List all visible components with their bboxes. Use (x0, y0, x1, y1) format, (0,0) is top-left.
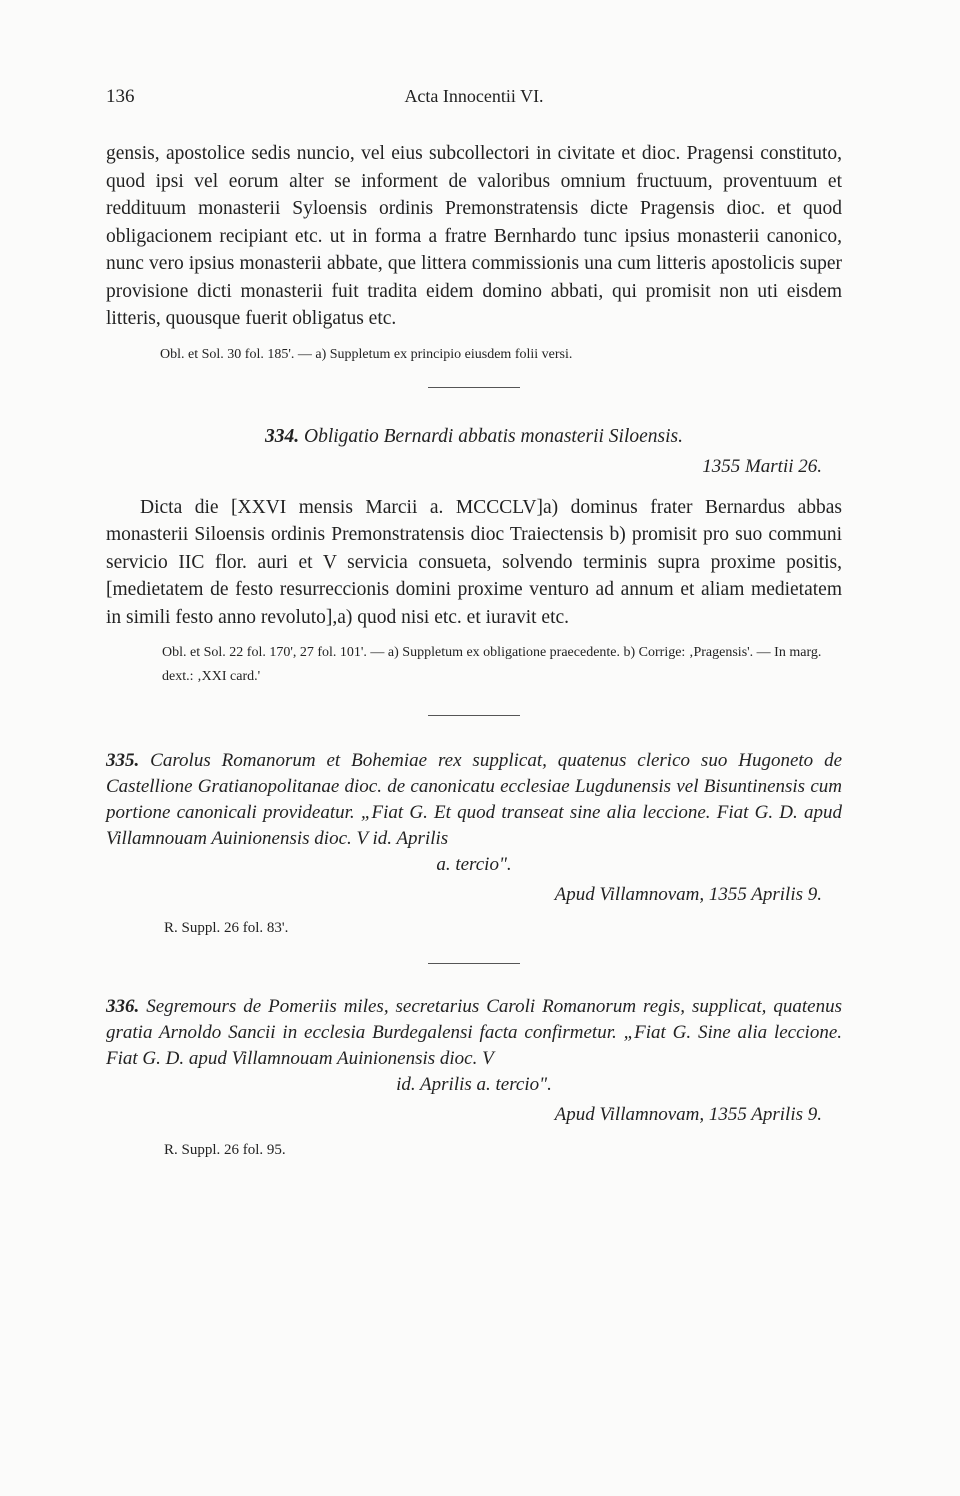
running-title: Acta Innocentii VI. (404, 86, 544, 106)
entry-number: 336. (106, 996, 140, 1017)
page-number: 136 (106, 86, 135, 107)
entry-date: Apud Villamnovam, 1355 Aprilis 9. (554, 1104, 822, 1125)
continuation-note: Obl. et Sol. 30 fol. 185'. — a) Suppletum ex principio eiusdem folii versi. (160, 346, 573, 362)
entry-334 (106, 426, 842, 690)
entry-title: Obligatio Bernardi abbatis monasterii Siloensis. (304, 425, 683, 447)
entry-heading (106, 426, 842, 448)
continuation-text: gensis, apostolice sedis nuncio, vel eius subcollectori in civitate et dioc. Pragensi constituto, quod ipsi vel eorum alter se informent de valoribus omnium fructuum, proventuum et reddituum monasterii Syloensis ordinis Premonstratensis dicte Pragensis dioc. et quod obligacionem recipiant etc. ut in forma a fratre Bernhardo tunc ipsius monasterii canonico, nunc vero ipsius monasterii abbate, que littera commissionis una cum litteris apostolicis super provisione dicti monasterii fuit tradita eidem domino abbati, qui promisit non uti eisdem litteris, quousque fuerit obligatus etc. (106, 143, 842, 329)
entry-date: Apud Villamnovam, 1355 Aprilis 9. (554, 884, 822, 905)
entry-number: 334. (265, 425, 300, 447)
entry-text (106, 994, 842, 1098)
entry-number: 335. (106, 750, 140, 771)
entry-335 (106, 748, 842, 937)
entry-text-tail: a. tercio". (436, 854, 512, 875)
entry-text-main: Carolus Romanorum et Bohemiae rex supplicat, quatenus clerico suo Hugoneto de Castellione Gratianopolitanae dioc. de canonicatu ecclesiae Lugdunensis vel Bisuntinensis cum portione canonicali provideatur. „Fiat G. Et quod transeat sine alia leccione. Fiat G. D. apud Villamnouam Auinionensis dioc. V id. Aprilis (106, 750, 843, 849)
entry-336 (106, 994, 842, 1159)
page-header (106, 86, 842, 116)
entry-note: Obl. et Sol. 22 fol. 170', 27 fol. 101'. — a) Suppletum ex obligatione praecedente. b) Corrige: ‚Pragensis'. — In marg. dext.: ‚XXI card.' (162, 645, 822, 684)
entry-date: 1355 Martii 26. (702, 455, 822, 477)
page (106, 86, 842, 1159)
section-divider (428, 963, 520, 964)
entry-text-tail: id. Aprilis a. tercio". (396, 1074, 552, 1095)
section-divider (428, 387, 520, 388)
entry-text-main: Segremours de Pomeriis miles, secretarius Caroli Romanorum regis, supplicat, quatenus gratia Arnoldo Sancii in ecclesia Burdegalensi facta confirmetur. „Fiat G. Sine alia leccione. Fiat G. D. apud Villamnouam Auinionensis dioc. V (106, 996, 842, 1069)
entry-source: R. Suppl. 26 fol. 83'. (164, 920, 289, 936)
entry-source: R. Suppl. 26 fol. 95. (164, 1142, 286, 1158)
entry-text (106, 748, 842, 878)
entry-text: Dicta die [XXVI mensis Marcii a. MCCCLV]a) dominus frater Bernardus abbas monasterii Siloensis ordinis Premonstratensis dioc Traiectensis b) promisit pro suo communi servicio IIC flor. auri et V servicia consueta, solvendo terminis supra proxime positis, [medietatem de festo resurreccionis domini proxime venturo ad annum et aliam medietatem in simili festo anno revoluto],a) quod nisi etc. et iuravit etc. (106, 496, 842, 628)
section-divider (428, 715, 520, 716)
